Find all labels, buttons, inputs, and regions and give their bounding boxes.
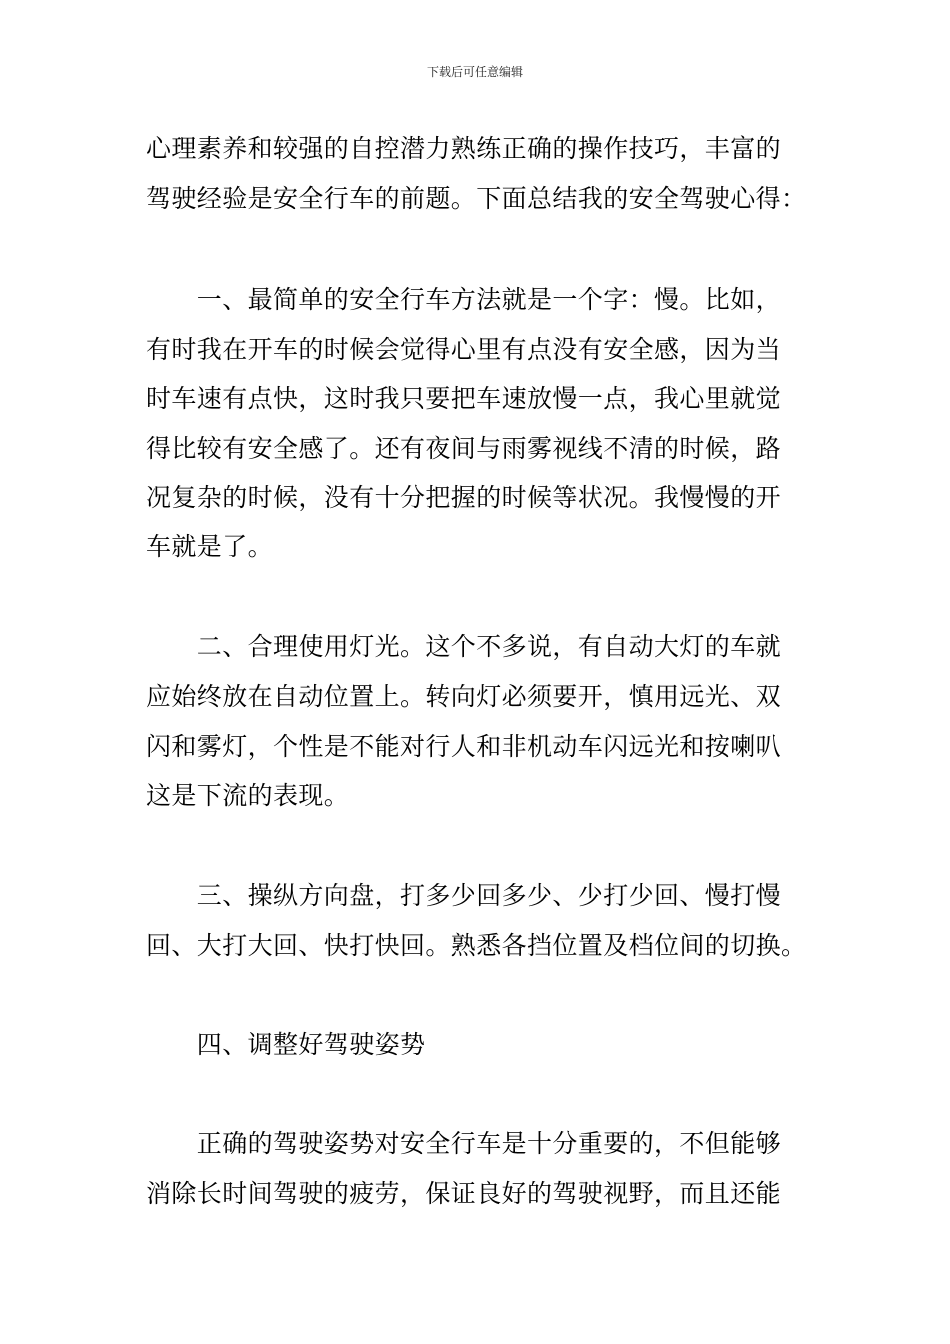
text-line: 车就是了。	[146, 532, 274, 561]
text-line: 回、大打大回、快打快回。熟悉各挡位置及档位间的切换。	[146, 931, 807, 960]
text-line: 驾驶经验是安全行车的前题。下面总结我的安全驾驶心得：	[146, 184, 807, 213]
page-header: 下载后可任意编辑	[426, 65, 523, 79]
text-line: 一、最简单的安全行车方法就是一个字：慢。比如，	[146, 285, 782, 314]
text-line: 应始终放在自动位置上。转向灯必须要开，慎用远光、双	[146, 682, 782, 711]
text-line: 时车速有点快，这时我只要把车速放慢一点，我心里就觉	[146, 384, 782, 413]
text-line: 这是下流的表现。	[146, 781, 350, 810]
text-line: 三、操纵方向盘，打多少回多少、少打少回、慢打慢	[146, 881, 782, 910]
text-line: 二、合理使用灯光。这个不多说，有自动大灯的车就	[146, 632, 782, 661]
text-line: 有时我在开车的时候会觉得心里有点没有安全感，因为当	[146, 335, 782, 364]
text-line: 正确的驾驶姿势对安全行车是十分重要的，不但能够	[146, 1129, 782, 1158]
text-line: 况复杂的时候，没有十分把握的时候等状况。我慢慢的开	[146, 483, 782, 512]
text-line: 得比较有安全感了。还有夜间与雨雾视线不清的时候，路	[146, 434, 782, 463]
text-line: 消除长时间驾驶的疲劳，保证良好的驾驶视野，而且还能	[146, 1179, 782, 1208]
section-heading: 四、调整好驾驶姿势	[146, 1030, 426, 1059]
text-line: 闪和雾灯，个性是不能对行人和非机动车闪远光和按喇叭	[146, 732, 782, 761]
text-line: 心理素养和较强的自控潜力熟练正确的操作技巧，丰富的	[146, 134, 782, 163]
